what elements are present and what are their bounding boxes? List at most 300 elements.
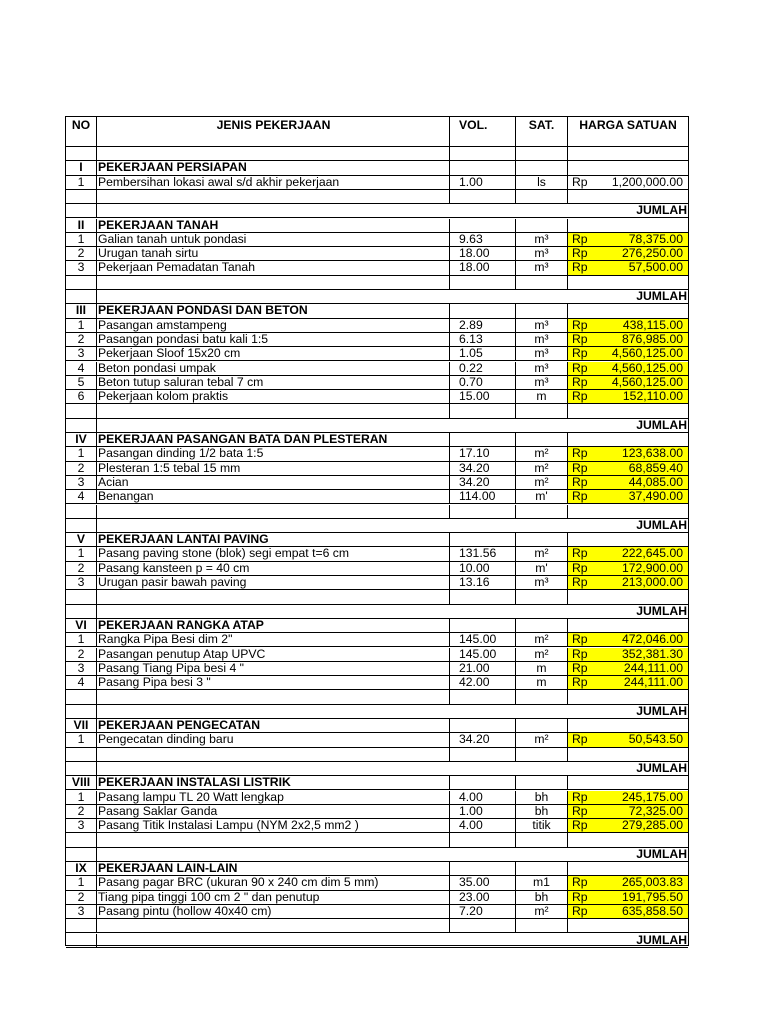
item-no: 4 xyxy=(66,362,97,375)
section-no: V xyxy=(66,533,97,546)
item-row xyxy=(66,676,688,690)
currency-label: Rp xyxy=(572,175,588,189)
item-no: 1 xyxy=(66,176,97,189)
cell-vol xyxy=(450,833,516,846)
item-no: 1 xyxy=(66,447,97,460)
cell-jenis xyxy=(97,505,450,518)
item-price xyxy=(568,805,688,818)
currency-label: Rp xyxy=(572,361,588,375)
cell-no xyxy=(66,519,97,532)
cell-vol xyxy=(450,762,516,775)
item-row xyxy=(66,333,688,347)
item-row xyxy=(66,547,688,561)
cell-sat xyxy=(516,419,568,432)
cell-jenis xyxy=(97,276,450,289)
section-row xyxy=(66,619,688,633)
cell-no xyxy=(66,762,97,775)
price-amount: 172,900.00 xyxy=(622,561,683,575)
item-description: Galian tanah untuk pondasi xyxy=(97,233,450,246)
item-price xyxy=(568,876,688,889)
cell-sat xyxy=(516,605,568,618)
cell-no xyxy=(66,419,97,432)
cell-vol xyxy=(450,848,516,861)
cell-harga xyxy=(568,719,688,732)
item-volume: 23.00 xyxy=(450,891,516,904)
cell-jenis xyxy=(97,190,450,203)
item-unit: titik xyxy=(516,819,568,832)
cell-jenis xyxy=(97,705,450,718)
cell-jenis xyxy=(97,290,450,303)
cell-sat xyxy=(516,619,568,632)
item-unit: m³ xyxy=(516,261,568,274)
cell-harga xyxy=(568,433,688,446)
item-unit: m³ xyxy=(516,347,568,360)
item-description: Urugan pasir bawah paving xyxy=(97,576,450,589)
total-cell xyxy=(568,934,688,947)
item-volume: 131.56 xyxy=(450,547,516,560)
item-price xyxy=(568,390,688,403)
currency-label: Rp xyxy=(572,375,588,389)
item-description: Pekerjaan Sloof 15x20 cm xyxy=(97,347,450,360)
section-title: PEKERJAAN PONDASI DAN BETON xyxy=(97,304,450,317)
cell-jenis xyxy=(97,934,450,947)
item-no: 1 xyxy=(66,233,97,246)
item-row xyxy=(66,261,688,275)
item-unit: m³ xyxy=(516,376,568,389)
total-row xyxy=(66,204,688,218)
price-amount: 876,985.00 xyxy=(622,332,683,346)
blank-row xyxy=(66,690,688,704)
item-row xyxy=(66,905,688,919)
item-price xyxy=(568,576,688,589)
item-no: 3 xyxy=(66,261,97,274)
section-title: PEKERJAAN TANAH xyxy=(97,219,450,232)
cell-vol xyxy=(450,290,516,303)
item-row xyxy=(66,233,688,247)
cell-jenis xyxy=(97,833,450,846)
item-description: Pasang kansteen p = 40 cm xyxy=(97,562,450,575)
item-price xyxy=(568,633,688,646)
currency-label: Rp xyxy=(572,819,588,833)
cell-jenis xyxy=(97,748,450,761)
cell-sat xyxy=(516,934,568,947)
section-no: VI xyxy=(66,619,97,632)
header-no: NO xyxy=(66,117,97,146)
currency-label: Rp xyxy=(572,461,588,475)
item-no: 1 xyxy=(66,633,97,646)
cell-vol xyxy=(450,276,516,289)
item-price xyxy=(568,676,688,689)
section-title: PEKERJAAN INSTALASI LISTRIK xyxy=(97,776,450,789)
total-cell xyxy=(568,519,688,532)
total-label: JUMLAH xyxy=(636,290,687,303)
price-amount: 213,000.00 xyxy=(622,576,683,589)
total-label: JUMLAH xyxy=(636,933,687,947)
total-row xyxy=(66,519,688,533)
item-unit: m² xyxy=(516,447,568,460)
cell-no xyxy=(66,833,97,846)
item-unit: m³ xyxy=(516,247,568,260)
currency-label: Rp xyxy=(572,876,588,890)
item-no: 3 xyxy=(66,662,97,675)
cell-vol xyxy=(450,433,516,446)
item-price xyxy=(568,733,688,746)
cell-no xyxy=(66,748,97,761)
currency-label: Rp xyxy=(572,733,588,747)
item-volume: 114.00 xyxy=(450,490,516,503)
price-amount: 152,110.00 xyxy=(622,390,683,404)
header-sat: SAT. xyxy=(516,117,568,146)
item-price xyxy=(568,233,688,246)
section-no: II xyxy=(66,219,97,232)
cell-sat xyxy=(516,147,568,160)
header-row xyxy=(66,117,688,147)
total-cell xyxy=(568,204,688,217)
item-unit: bh xyxy=(516,805,568,818)
item-no: 2 xyxy=(66,648,97,661)
cell-no xyxy=(66,590,97,603)
item-unit: m³ xyxy=(516,576,568,589)
currency-label: Rp xyxy=(572,318,588,332)
blank-row xyxy=(66,276,688,290)
item-volume: 4.00 xyxy=(450,819,516,832)
item-description: Acian xyxy=(97,476,450,489)
cell-harga xyxy=(568,862,688,875)
cell-sat xyxy=(516,705,568,718)
price-amount: 635,858.50 xyxy=(622,904,683,918)
price-amount: 4,560,125.00 xyxy=(611,361,683,375)
cell-sat xyxy=(516,204,568,217)
item-row xyxy=(66,876,688,890)
currency-label: Rp xyxy=(572,576,588,589)
cell-no xyxy=(66,919,97,932)
cell-sat xyxy=(516,433,568,446)
item-volume: 4.00 xyxy=(450,791,516,804)
price-amount: 191,795.50 xyxy=(622,890,683,904)
blank-row xyxy=(66,748,688,762)
item-description: Pasangan penutup Atap UPVC xyxy=(97,648,450,661)
item-unit: m xyxy=(516,662,568,675)
blank-row xyxy=(66,590,688,604)
cell-jenis xyxy=(97,590,450,603)
cell-harga xyxy=(568,619,688,632)
total-cell xyxy=(568,705,688,718)
item-volume: 42.00 xyxy=(450,676,516,689)
item-volume: 21.00 xyxy=(450,662,516,675)
item-volume: 1.00 xyxy=(450,805,516,818)
cell-no xyxy=(66,404,97,417)
item-price xyxy=(568,791,688,804)
item-price xyxy=(568,662,688,675)
cell-no xyxy=(66,934,97,947)
total-row xyxy=(66,605,688,619)
item-row xyxy=(66,490,688,504)
total-cell xyxy=(568,762,688,775)
item-volume: 6.13 xyxy=(450,333,516,346)
cell-jenis xyxy=(97,404,450,417)
cell-vol xyxy=(450,605,516,618)
item-description: Pasang Pipa besi 3 " xyxy=(97,676,450,689)
section-row xyxy=(66,304,688,318)
item-unit: m³ xyxy=(516,333,568,346)
item-volume: 34.20 xyxy=(450,462,516,475)
blank-row xyxy=(66,919,688,933)
cell-sat xyxy=(516,919,568,932)
currency-label: Rp xyxy=(572,232,588,246)
currency-label: Rp xyxy=(572,676,588,690)
item-no: 2 xyxy=(66,462,97,475)
item-row xyxy=(66,576,688,590)
cell-vol xyxy=(450,590,516,603)
section-row xyxy=(66,862,688,876)
item-unit: m1 xyxy=(516,876,568,889)
item-price xyxy=(568,176,688,189)
cell-harga xyxy=(568,590,688,603)
cell-sat xyxy=(516,404,568,417)
price-amount: 123,638.00 xyxy=(622,447,683,461)
cell-harga xyxy=(568,219,688,232)
total-label: JUMLAH xyxy=(636,204,687,218)
item-description: Pembersihan lokasi awal s/d akhir pekerjaan xyxy=(97,176,450,189)
item-price xyxy=(568,319,688,332)
total-label: JUMLAH xyxy=(636,604,687,618)
cell-sat xyxy=(516,590,568,603)
currency-label: Rp xyxy=(572,790,588,804)
cell-jenis xyxy=(97,605,450,618)
item-row xyxy=(66,891,688,905)
price-amount: 222,645.00 xyxy=(622,547,683,561)
item-description: Pasangan amstampeng xyxy=(97,319,450,332)
section-title: PEKERJAAN LANTAI PAVING xyxy=(97,533,450,546)
cell-sat xyxy=(516,190,568,203)
item-row xyxy=(66,347,688,361)
cell-vol xyxy=(450,204,516,217)
item-no: 3 xyxy=(66,576,97,589)
item-no: 3 xyxy=(66,347,97,360)
cell-sat xyxy=(516,762,568,775)
item-unit: m³ xyxy=(516,233,568,246)
price-amount: 438,115.00 xyxy=(622,318,683,332)
cell-sat xyxy=(516,290,568,303)
item-no: 2 xyxy=(66,333,97,346)
item-unit: bh xyxy=(516,891,568,904)
cell-vol xyxy=(450,304,516,317)
item-description: Pasang Tiang Pipa besi 4 " xyxy=(97,662,450,675)
item-row xyxy=(66,247,688,261)
total-label: JUMLAH xyxy=(636,518,687,532)
currency-label: Rp xyxy=(572,661,588,675)
item-description: Benangan xyxy=(97,490,450,503)
item-price xyxy=(568,891,688,904)
cell-no xyxy=(66,147,97,160)
header-jenis: JENIS PEKERJAAN xyxy=(97,117,450,146)
currency-label: Rp xyxy=(572,347,588,361)
cell-harga xyxy=(568,776,688,789)
item-price xyxy=(568,490,688,503)
item-volume: 34.20 xyxy=(450,476,516,489)
item-volume: 35.00 xyxy=(450,876,516,889)
item-volume: 7.20 xyxy=(450,905,516,918)
total-cell xyxy=(568,290,688,303)
cell-sat xyxy=(516,833,568,846)
section-title: PEKERJAAN RANGKA ATAP xyxy=(97,619,450,632)
blank-row xyxy=(66,190,688,204)
price-amount: 57,500.00 xyxy=(628,261,683,275)
cell-jenis xyxy=(97,848,450,861)
item-no: 3 xyxy=(66,476,97,489)
price-amount: 279,285.00 xyxy=(622,819,683,833)
currency-label: Rp xyxy=(572,490,588,504)
cell-no xyxy=(66,290,97,303)
item-volume: 1.05 xyxy=(450,347,516,360)
item-price xyxy=(568,462,688,475)
item-unit: m xyxy=(516,676,568,689)
cell-vol xyxy=(450,919,516,932)
total-row xyxy=(66,848,688,862)
cell-harga xyxy=(568,147,688,160)
cell-sat xyxy=(516,505,568,518)
cell-harga xyxy=(568,276,688,289)
item-volume: 13.16 xyxy=(450,576,516,589)
item-row xyxy=(66,176,688,190)
price-amount: 352,381.30 xyxy=(622,647,683,661)
item-row xyxy=(66,462,688,476)
section-row xyxy=(66,719,688,733)
price-amount: 44,085.00 xyxy=(628,475,683,489)
cell-harga xyxy=(568,919,688,932)
cell-vol xyxy=(450,147,516,160)
total-label: JUMLAH xyxy=(636,847,687,861)
currency-label: Rp xyxy=(572,561,588,575)
cell-no xyxy=(66,204,97,217)
item-description: Pekerjaan kolom praktis xyxy=(97,390,450,403)
section-title: PEKERJAAN PASANGAN BATA DAN PLESTERAN xyxy=(97,433,450,446)
item-row xyxy=(66,633,688,647)
cell-vol xyxy=(450,690,516,703)
cell-no xyxy=(66,505,97,518)
item-description: Pekerjaan Pemadatan Tanah xyxy=(97,261,450,274)
price-amount: 4,560,125.00 xyxy=(611,347,683,361)
total-cell xyxy=(568,848,688,861)
item-row xyxy=(66,662,688,676)
currency-label: Rp xyxy=(572,547,588,561)
item-row xyxy=(66,376,688,390)
item-price xyxy=(568,261,688,274)
currency-label: Rp xyxy=(572,804,588,818)
cell-sat xyxy=(516,862,568,875)
item-price xyxy=(568,562,688,575)
total-label: JUMLAH xyxy=(636,704,687,718)
item-no: 1 xyxy=(66,319,97,332)
item-price xyxy=(568,376,688,389)
cell-harga xyxy=(568,161,688,174)
cell-jenis xyxy=(97,204,450,217)
total-row xyxy=(66,419,688,433)
cell-sat xyxy=(516,161,568,174)
item-price xyxy=(568,476,688,489)
currency-label: Rp xyxy=(572,475,588,489)
item-price xyxy=(568,905,688,918)
item-unit: m² xyxy=(516,633,568,646)
item-description: Pengecatan dinding baru xyxy=(97,733,450,746)
item-row xyxy=(66,447,688,461)
item-volume: 10.00 xyxy=(450,562,516,575)
item-unit: m' xyxy=(516,562,568,575)
cell-vol xyxy=(450,519,516,532)
total-cell xyxy=(568,605,688,618)
item-row xyxy=(66,805,688,819)
item-row xyxy=(66,562,688,576)
cell-sat xyxy=(516,776,568,789)
item-volume: 0.22 xyxy=(450,362,516,375)
item-price xyxy=(568,819,688,832)
cell-vol xyxy=(450,705,516,718)
section-no: VIII xyxy=(66,776,97,789)
price-amount: 37,490.00 xyxy=(628,490,683,504)
currency-label: Rp xyxy=(572,633,588,647)
cell-vol xyxy=(450,161,516,174)
item-no: 2 xyxy=(66,562,97,575)
section-row xyxy=(66,161,688,175)
cell-vol xyxy=(450,748,516,761)
currency-label: Rp xyxy=(572,447,588,461)
cell-vol xyxy=(450,190,516,203)
item-price xyxy=(568,333,688,346)
cell-vol xyxy=(450,219,516,232)
item-unit: m' xyxy=(516,490,568,503)
item-price xyxy=(568,247,688,260)
item-unit: m² xyxy=(516,905,568,918)
cell-vol xyxy=(450,533,516,546)
price-amount: 265,003.83 xyxy=(622,876,683,890)
item-price xyxy=(568,547,688,560)
cell-harga xyxy=(568,833,688,846)
cell-sat xyxy=(516,533,568,546)
item-no: 1 xyxy=(66,733,97,746)
cell-no xyxy=(66,848,97,861)
item-description: Pasangan pondasi batu kali 1:5 xyxy=(97,333,450,346)
cell-jenis xyxy=(97,919,450,932)
item-description: Pasang Titik Instalasi Lampu (NYM 2x2,5 mm2 ) xyxy=(97,819,450,832)
item-row xyxy=(66,791,688,805)
price-amount: 244,111.00 xyxy=(623,676,683,690)
item-volume: 17.10 xyxy=(450,447,516,460)
cell-jenis xyxy=(97,762,450,775)
section-title: PEKERJAAN PERSIAPAN xyxy=(97,161,450,174)
price-amount: 1,200,000.00 xyxy=(611,175,683,189)
header-harga: HARGA SATUAN xyxy=(579,118,677,132)
item-no: 4 xyxy=(66,490,97,503)
cell-jenis xyxy=(97,419,450,432)
cost-estimate-table xyxy=(65,116,689,946)
item-no: 5 xyxy=(66,376,97,389)
item-no: 3 xyxy=(66,905,97,918)
cell-no xyxy=(66,705,97,718)
item-volume: 18.00 xyxy=(450,261,516,274)
item-row xyxy=(66,390,688,404)
cell-harga xyxy=(568,190,688,203)
item-unit: bh xyxy=(516,791,568,804)
item-volume: 145.00 xyxy=(450,648,516,661)
item-volume: 0.70 xyxy=(450,376,516,389)
item-volume: 145.00 xyxy=(450,633,516,646)
cell-harga xyxy=(568,304,688,317)
cell-harga xyxy=(568,404,688,417)
item-price xyxy=(568,362,688,375)
cell-jenis xyxy=(97,519,450,532)
cell-no xyxy=(66,276,97,289)
section-row xyxy=(66,433,688,447)
